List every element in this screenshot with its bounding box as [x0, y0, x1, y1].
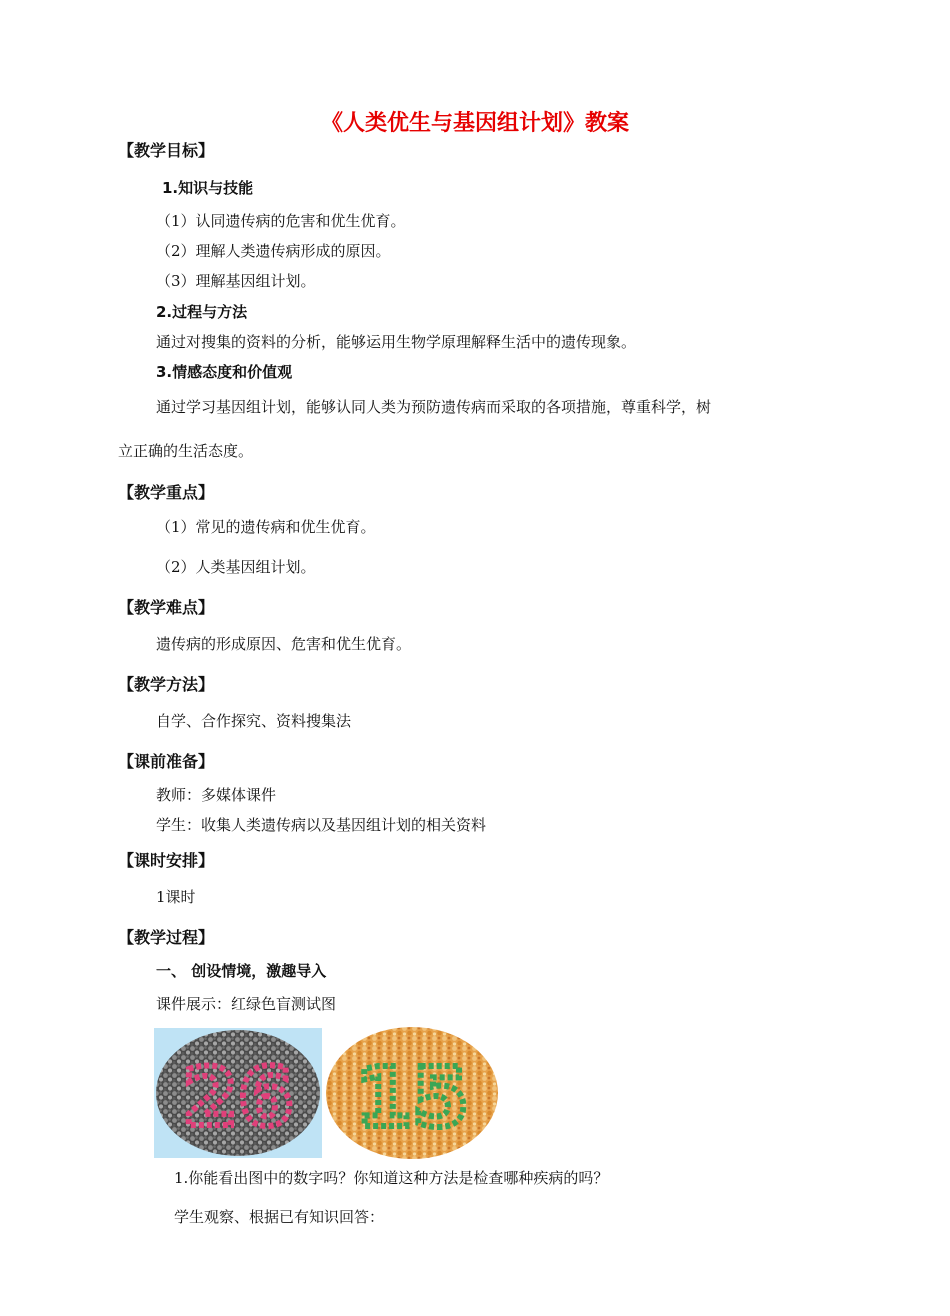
- goal-process-label: 2.过程与方法: [156, 303, 248, 321]
- preparation-teacher: 教师：多媒体课件: [156, 786, 277, 804]
- key-point-2: （2）人类基因组计划。: [156, 558, 316, 576]
- page-title: 《人类优生与基因组计划》教案: [320, 111, 629, 136]
- goal-knowledge-item-1: （1）认同遗传病的危害和优生优育。: [156, 212, 406, 230]
- goal-attitude-line-2: 立正确的生活态度。: [118, 442, 254, 460]
- goal-attitude-line-1: 通过学习基因组计划，能够认同人类为预防遗传病而采取的各项措施，尊重科学，树: [156, 398, 712, 416]
- goal-knowledge-label: 1.知识与技能: [162, 179, 254, 197]
- process-courseware: 课件展示：红绿色盲测试图: [156, 995, 337, 1013]
- goal-knowledge-item-3: （3）理解基因组计划。: [156, 272, 316, 290]
- plate-number-15: 15: [354, 1051, 470, 1146]
- heading-difficulties: 【教学难点】: [118, 598, 215, 617]
- process-question-1: 1.你能看出图中的数字吗？你知道这种方法是检查哪种疾病的吗？: [174, 1169, 609, 1187]
- plate-number-26: 26: [182, 1051, 294, 1144]
- process-student-answer: 学生观察、根据已有知识回答：: [174, 1208, 385, 1226]
- heading-teaching-process: 【教学过程】: [118, 928, 215, 947]
- preparation-student: 学生：收集人类遗传病以及基因组计划的相关资料: [156, 816, 487, 834]
- heading-preparation: 【课前准备】: [118, 752, 215, 771]
- key-point-1: （1）常见的遗传病和优生优育。: [156, 518, 376, 536]
- heading-teaching-goals: 【教学目标】: [118, 141, 215, 160]
- schedule-text: 1课时: [156, 888, 196, 906]
- goal-attitude-label: 3.情感态度和价值观: [156, 363, 293, 381]
- color-blindness-plate-15: [322, 1026, 502, 1160]
- heading-key-points: 【教学重点】: [118, 483, 215, 502]
- heading-methods: 【教学方法】: [118, 675, 215, 694]
- process-step-1: 一、 创设情境，激趣导入: [156, 962, 327, 980]
- difficulties-text: 遗传病的形成原因、危害和优生优育。: [156, 635, 412, 653]
- color-blindness-plate-26: [154, 1028, 322, 1158]
- methods-text: 自学、合作探究、资料搜集法: [156, 712, 352, 730]
- goal-knowledge-item-2: （2）理解人类遗传病形成的原因。: [156, 242, 391, 260]
- goal-process-text: 通过对搜集的资料的分析，能够运用生物学原理解释生活中的遗传现象。: [156, 333, 637, 351]
- heading-schedule: 【课时安排】: [118, 851, 215, 870]
